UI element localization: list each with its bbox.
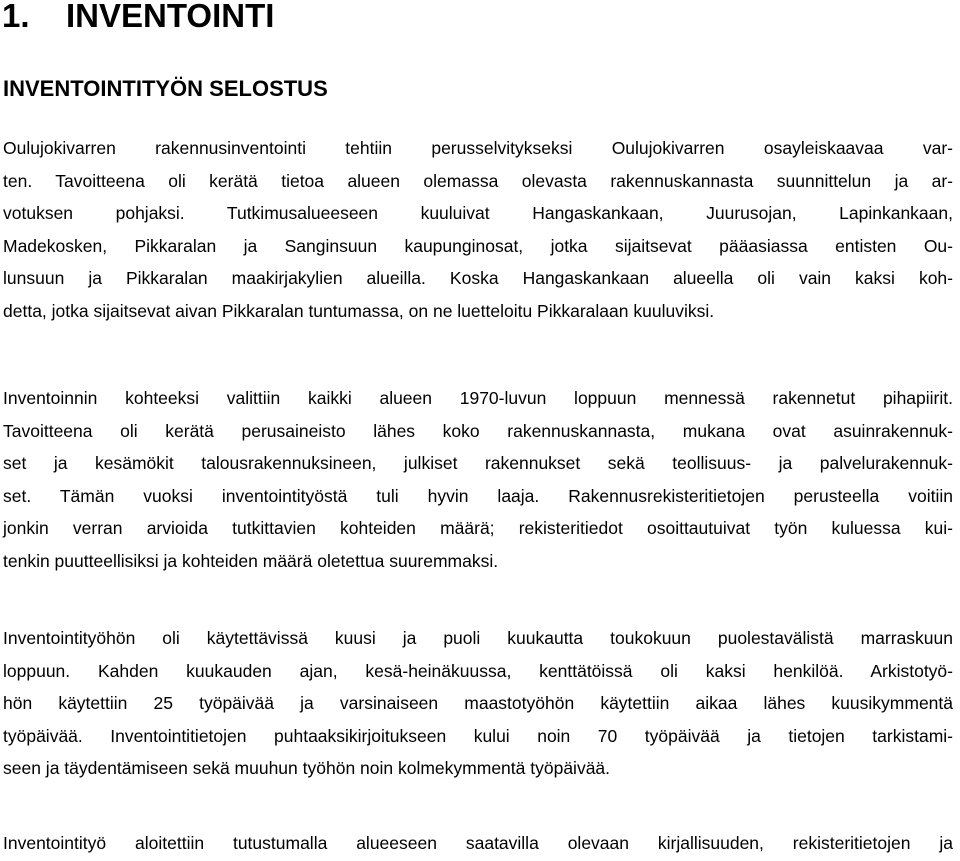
- paragraph-2: [3, 382, 953, 577]
- paragraph-line: Tavoitteena oli kerätä perusaineisto lähes koko rakennuskannasta, mukana ovat asuinrakennuk-: [3, 420, 953, 441]
- paragraph-line: Madekosken, Pikkaralan ja Sanginsuun kaupunginosat, jotka sijaitsevat pääasiassa entisten Ou-: [3, 235, 953, 256]
- chapter-heading: [2, 0, 274, 38]
- paragraph-line: lunsuun ja Pikkaralan maakirjakylien alueilla. Koska Hangaskankaan alueella oli vain kaksi koh-: [3, 268, 953, 288]
- paragraph-line: työpäivää. Inventointitietojen puhtaaksikirjoitukseen kului noin 70 työpäivää ja tietojen tarkistami-: [3, 725, 953, 746]
- paragraph-line: tenkin puutteellisiksi ja kohteiden määrä oletettua suuremmaksi.: [3, 550, 499, 571]
- paragraph-4: [3, 827, 953, 860]
- paragraph-line: votuksen pohjaksi. Tutkimusalueeseen kuuluivat Hangaskankaan, Juurusojan, Lapinkankaan,: [3, 203, 953, 223]
- paragraph-line: Inventointityöhön oli käytettävissä kuusi ja puoli kuukautta toukokuun puolestavälistä marraskuun: [3, 628, 953, 648]
- paragraph-line: set ja kesämökit talousrakennuksineen, julkiset rakennukset sekä teollisuus- ja palvelurakennuk-: [3, 453, 953, 473]
- paragraph-line: jonkin verran arvioida tutkittavien kohteiden määrä; rekisteritiedot osoittautuivat työn kuluessa kui-: [3, 518, 953, 538]
- paragraph-line: loppuun. Kahden kuukauden ajan, kesä-heinäkuussa, kenttätöissä oli kaksi henkilöä. Arkistotyö-: [3, 660, 953, 681]
- chapter-number: 1.: [2, 0, 30, 34]
- paragraph-line: ten. Tavoitteena oli kerätä tietoa alueen olemassa olevasta rakennuskannasta suunnittelun ja ar-: [3, 170, 953, 191]
- paragraph-line: Inventoinnin kohteeksi valittiin kaikki alueen 1970-luvun loppuun mennessä rakennetut pihapiirit.: [3, 388, 953, 408]
- paragraph-line: set. Tämän vuoksi inventointityöstä tuli hyvin laaja. Rakennusrekisteritietojen perusteella voitiin: [3, 485, 953, 506]
- chapter-title: INVENTOINTI: [66, 0, 275, 34]
- paragraph-line: detta, jotka sijaitsevat aivan Pikkaralan tuntumassa, on ne luetteloitu Pikkaralaan kuuluviksi.: [3, 300, 715, 321]
- paragraph-1: [3, 132, 953, 327]
- paragraph-line: hön käytettiin 25 työpäivää ja varsinaiseen maastotyöhön käytettiin aikaa lähes kuusikymmentä: [3, 693, 953, 713]
- section-heading: INVENTOINTITYÖN SELOSTUS: [3, 76, 328, 101]
- paragraph-line: Inventointityö aloitettiin tutustumalla alueeseen saatavilla olevaan kirjallisuuden, rekisteritietojen ja: [3, 833, 953, 853]
- paragraph-line: seen ja täydentämiseen sekä muuhun työhön noin kolmekymmentä työpäivää.: [3, 758, 611, 778]
- paragraph-3: [3, 622, 953, 785]
- paragraph-line: Oulujokivarren rakennusinventointi tehtiin perusselvitykseksi Oulujokivarren osayleiskaavaa var-: [3, 138, 953, 158]
